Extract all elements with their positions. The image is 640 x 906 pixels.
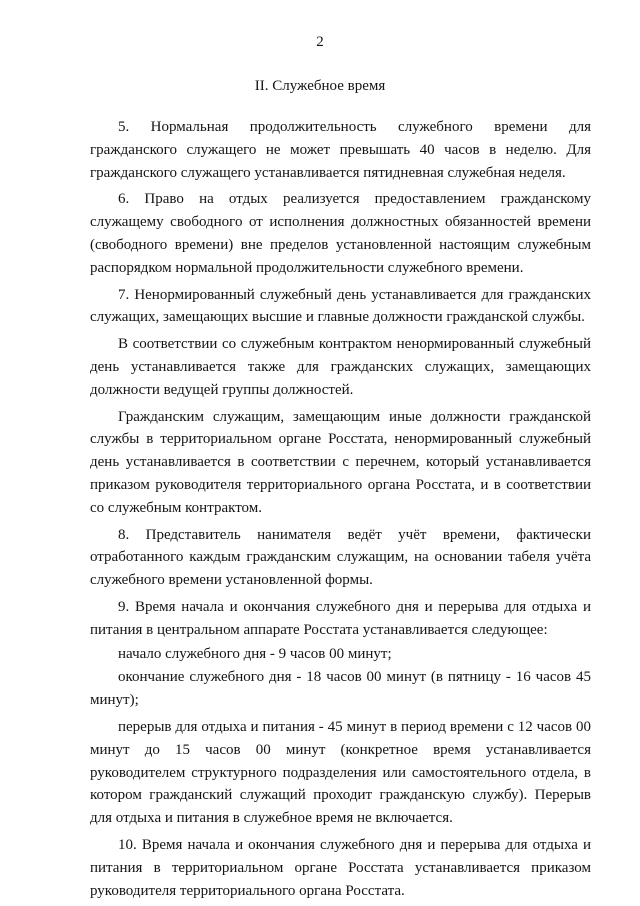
paragraph-workday-start: начало служебного дня - 9 часов 00 минут;: [118, 645, 392, 662]
document-body: [90, 116, 591, 906]
paragraph-item-7-territorial: Гражданским служащим, замещающим иные должности гражданской службы в территориальном органе Росстата, ненормированный служебный день устанавливается в соответствии с перечнем, который устанавливается приказом руководителя территориального органа Росстата, и в соответствии со служебным контрактом.: [90, 408, 591, 516]
paragraph-item-10: 10. Время начала и окончания служебного дня и перерыва для отдыха и питания в территориальном органе Росстата устанавливается приказом руководителя территориального органа Росстата.: [90, 836, 591, 899]
page-number: 2: [316, 34, 324, 50]
paragraph-workday-end: окончание служебного дня - 18 часов 00 минут (в пятницу - 16 часов 45 минут);: [90, 669, 591, 709]
paragraph-item-9: 9. Время начала и окончания служебного дня и перерыва для отдыха и питания в центральном аппарате Росстата устанавливается следующее:: [90, 598, 591, 638]
paragraph-item-8: 8. Представитель нанимателя ведёт учёт времени, фактически отработанного каждым гражданским служащим, на основании табеля учёта служебного времени установленной формы.: [90, 526, 591, 589]
paragraph-item-7: 7. Ненормированный служебный день устанавливается для гражданских служащих, замещающих высшие и главные должности гражданской службы.: [90, 286, 591, 326]
section-title: II. Служебное время: [254, 78, 386, 94]
paragraph-item-6: 6. Право на отдых реализуется предоставлением гражданскому служащему свободного от исполнения должностных обязанностей времени (свободного времени) вне пределов установленной настоящим служебным распорядком нормальной продолжительности служебного времени.: [90, 191, 591, 276]
paragraph-item-5: 5. Нормальная продолжительность служебного времени для гражданского служащего не может превышать 40 часов в неделю. Для гражданского служащего устанавливается пятидневная служебная неделя.: [90, 119, 591, 181]
paragraph-item-7-contract: В соответствии со служебным контрактом ненормированный служебный день устанавливается также для гражданских служащих, замещающих должности ведущей группы должностей.: [90, 336, 591, 398]
paragraph-lunch-break: перерыв для отдыха и питания - 45 минут в период времени с 12 часов 00 минут до 15 часов 00 минут (конкретное время устанавливается руководителем структурного подразделения или самостоятельного отдела, в котором гражданский служащий проходит гражданскую службу). Перерыв для отдыха и питания в служебное время не включается.: [90, 718, 591, 827]
